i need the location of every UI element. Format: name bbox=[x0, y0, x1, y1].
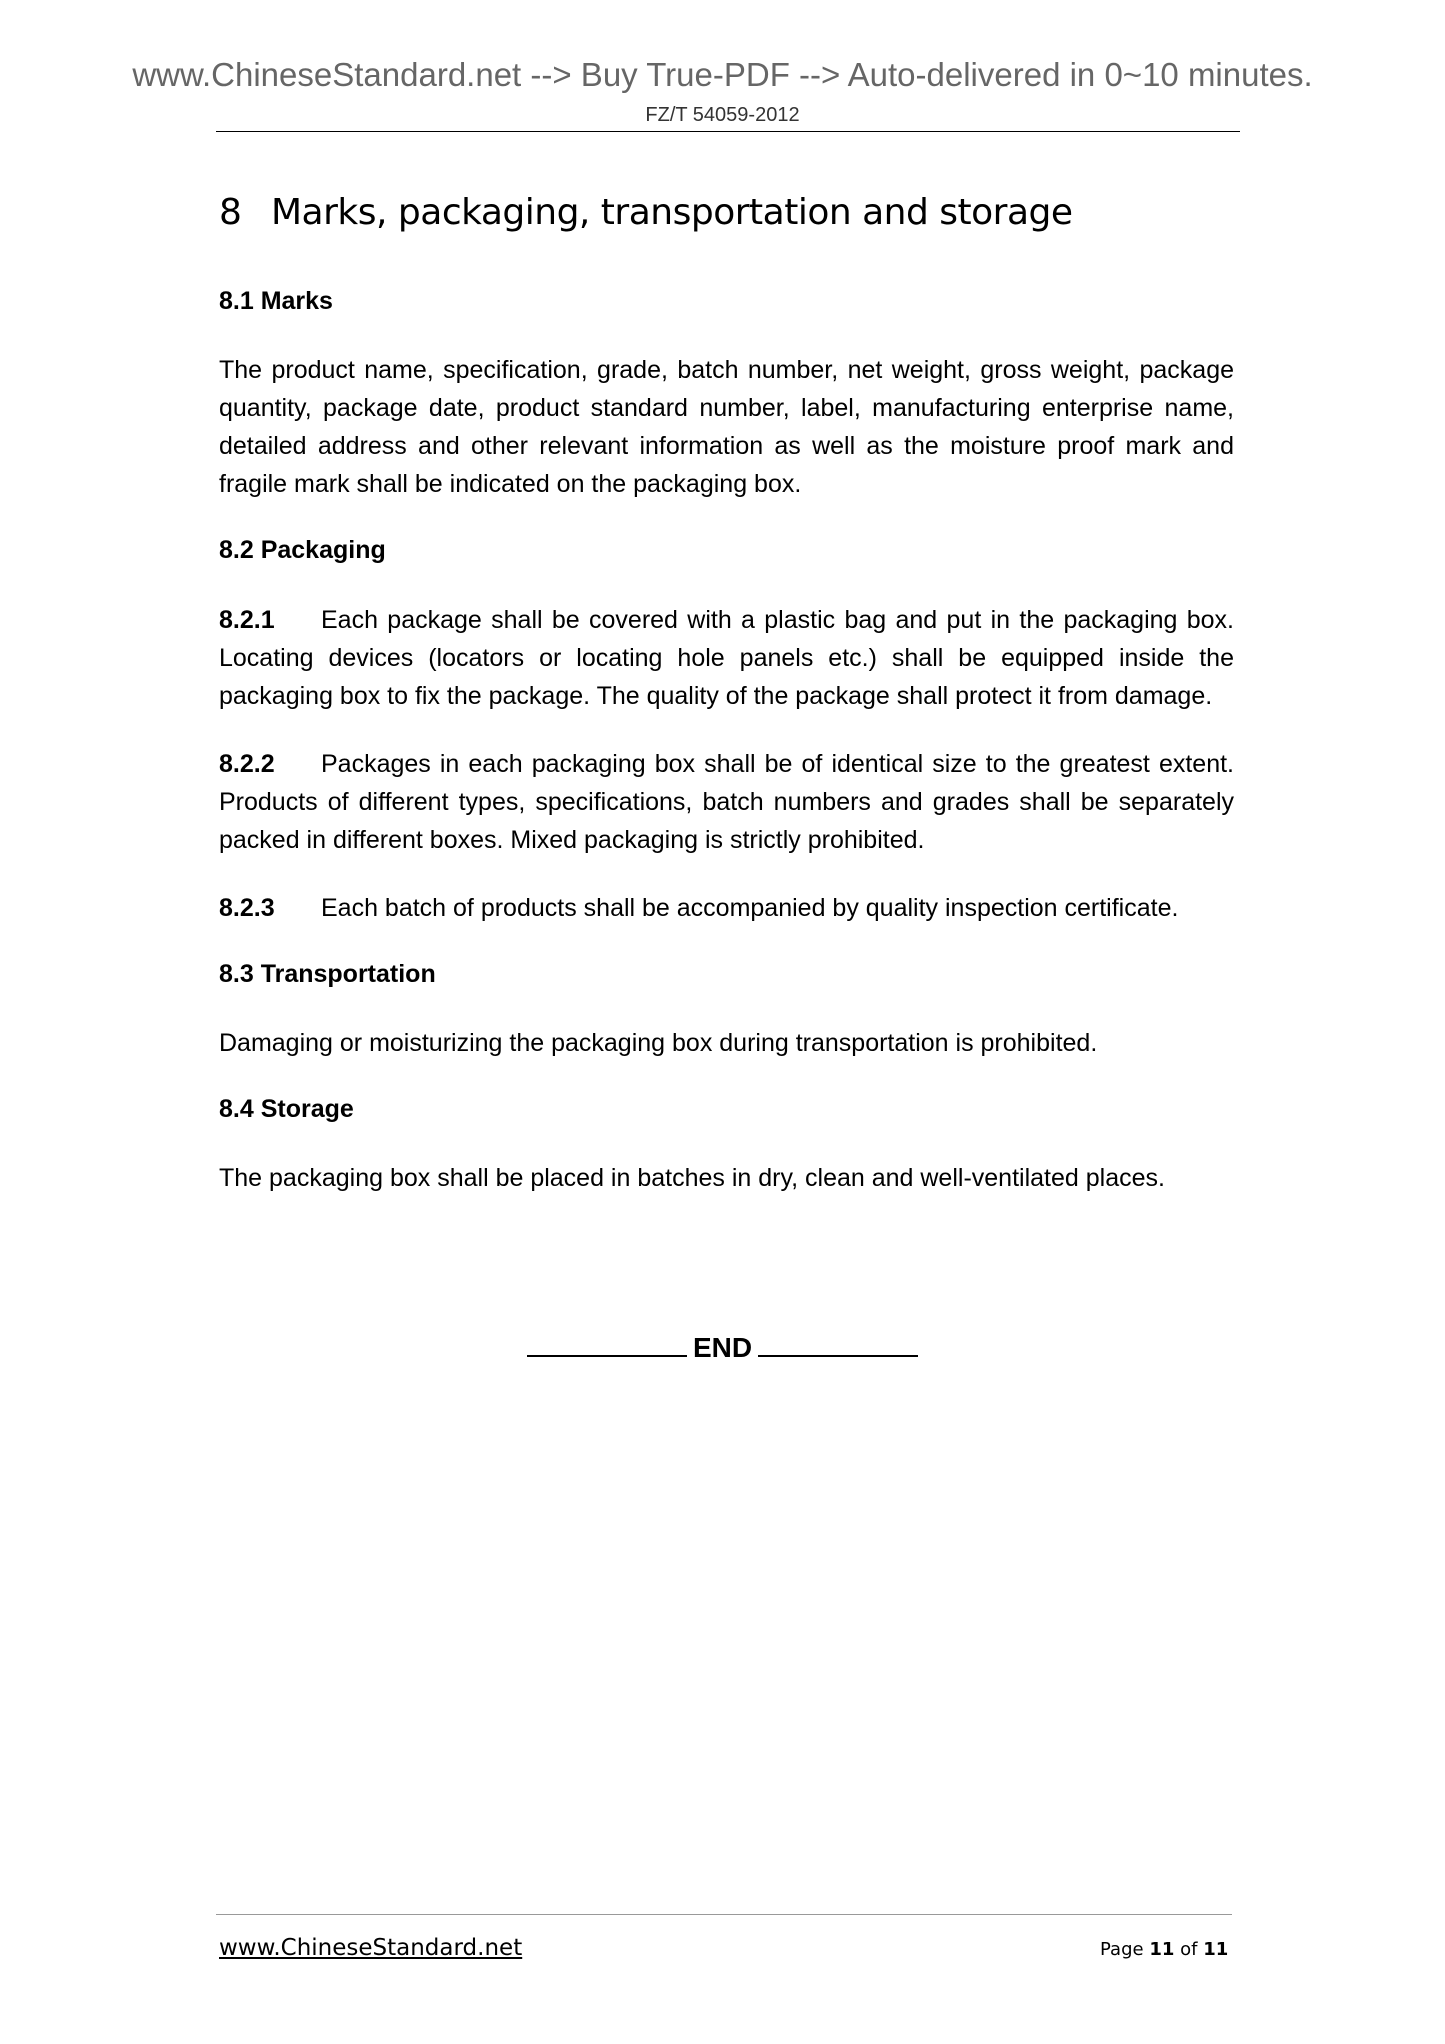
section-number: 8 bbox=[219, 192, 242, 233]
paragraph-transportation: Damaging or moisturizing the packaging box during transportation is prohibited. bbox=[219, 1029, 1098, 1057]
clause-number: 8.2.1 bbox=[219, 606, 275, 634]
clause-text: Each batch of products shall be accompanied by quality inspection certificate. bbox=[321, 894, 1179, 922]
end-marker bbox=[0, 1332, 1445, 1364]
clause-number: 8.2.3 bbox=[219, 894, 275, 922]
clause-number: 8.2.2 bbox=[219, 750, 275, 778]
paragraph-storage: The packaging box shall be placed in batches in dry, clean and well-ventilated places. bbox=[219, 1164, 1165, 1192]
section-title-text: Marks, packaging, transportation and storage bbox=[271, 192, 1073, 233]
page-label: Page bbox=[1100, 1939, 1144, 1960]
clause-8-2-3 bbox=[219, 889, 1234, 927]
section-title bbox=[219, 192, 1073, 233]
clause-8-2-1 bbox=[219, 601, 1234, 715]
top-banner: www.ChineseStandard.net --> Buy True-PDF --> Auto-delivered in 0~10 minutes. bbox=[132, 56, 1313, 93]
end-rule-left bbox=[527, 1333, 687, 1357]
clause-8-2-2 bbox=[219, 745, 1234, 859]
page-current: 11 bbox=[1149, 1939, 1175, 1960]
header-divider bbox=[216, 131, 1240, 132]
page-number bbox=[1100, 1939, 1229, 1960]
heading-transportation: 8.3 Transportation bbox=[219, 960, 436, 988]
paragraph-marks: The product name, specification, grade, batch number, net weight, gross weight, package quantity, package date, product standard number, label, manufacturing enterprise name, detailed address and other relevant information as well as the moisture proof mark and fragile mark shall be indicated on the packaging box. bbox=[219, 356, 1234, 498]
clause-text: Packages in each packaging box shall be of identical size to the greatest extent. Products of different types, specifications, batch numbers and grades shall be separately packed in different boxes. Mixed packaging is strictly prohibited. bbox=[219, 750, 1234, 854]
heading-marks: 8.1 Marks bbox=[219, 287, 333, 315]
page-total: 11 bbox=[1203, 1939, 1229, 1960]
heading-packaging: 8.2 Packaging bbox=[219, 536, 386, 564]
end-rule-right bbox=[758, 1333, 918, 1357]
heading-storage: 8.4 Storage bbox=[219, 1095, 354, 1123]
page-of: of bbox=[1180, 1939, 1198, 1960]
footer-site-link[interactable]: www.ChineseStandard.net bbox=[219, 1935, 523, 1961]
clause-text: Each package shall be covered with a plastic bag and put in the packaging box. Locating devices (locators or locating hole panels etc.) shall be equipped inside the packaging box to fix the package. The quality of the package shall protect it from damage. bbox=[219, 606, 1234, 710]
end-text: END bbox=[692, 1332, 753, 1363]
standard-code: FZ/T 54059-2012 bbox=[645, 104, 800, 126]
footer-divider bbox=[216, 1914, 1232, 1915]
